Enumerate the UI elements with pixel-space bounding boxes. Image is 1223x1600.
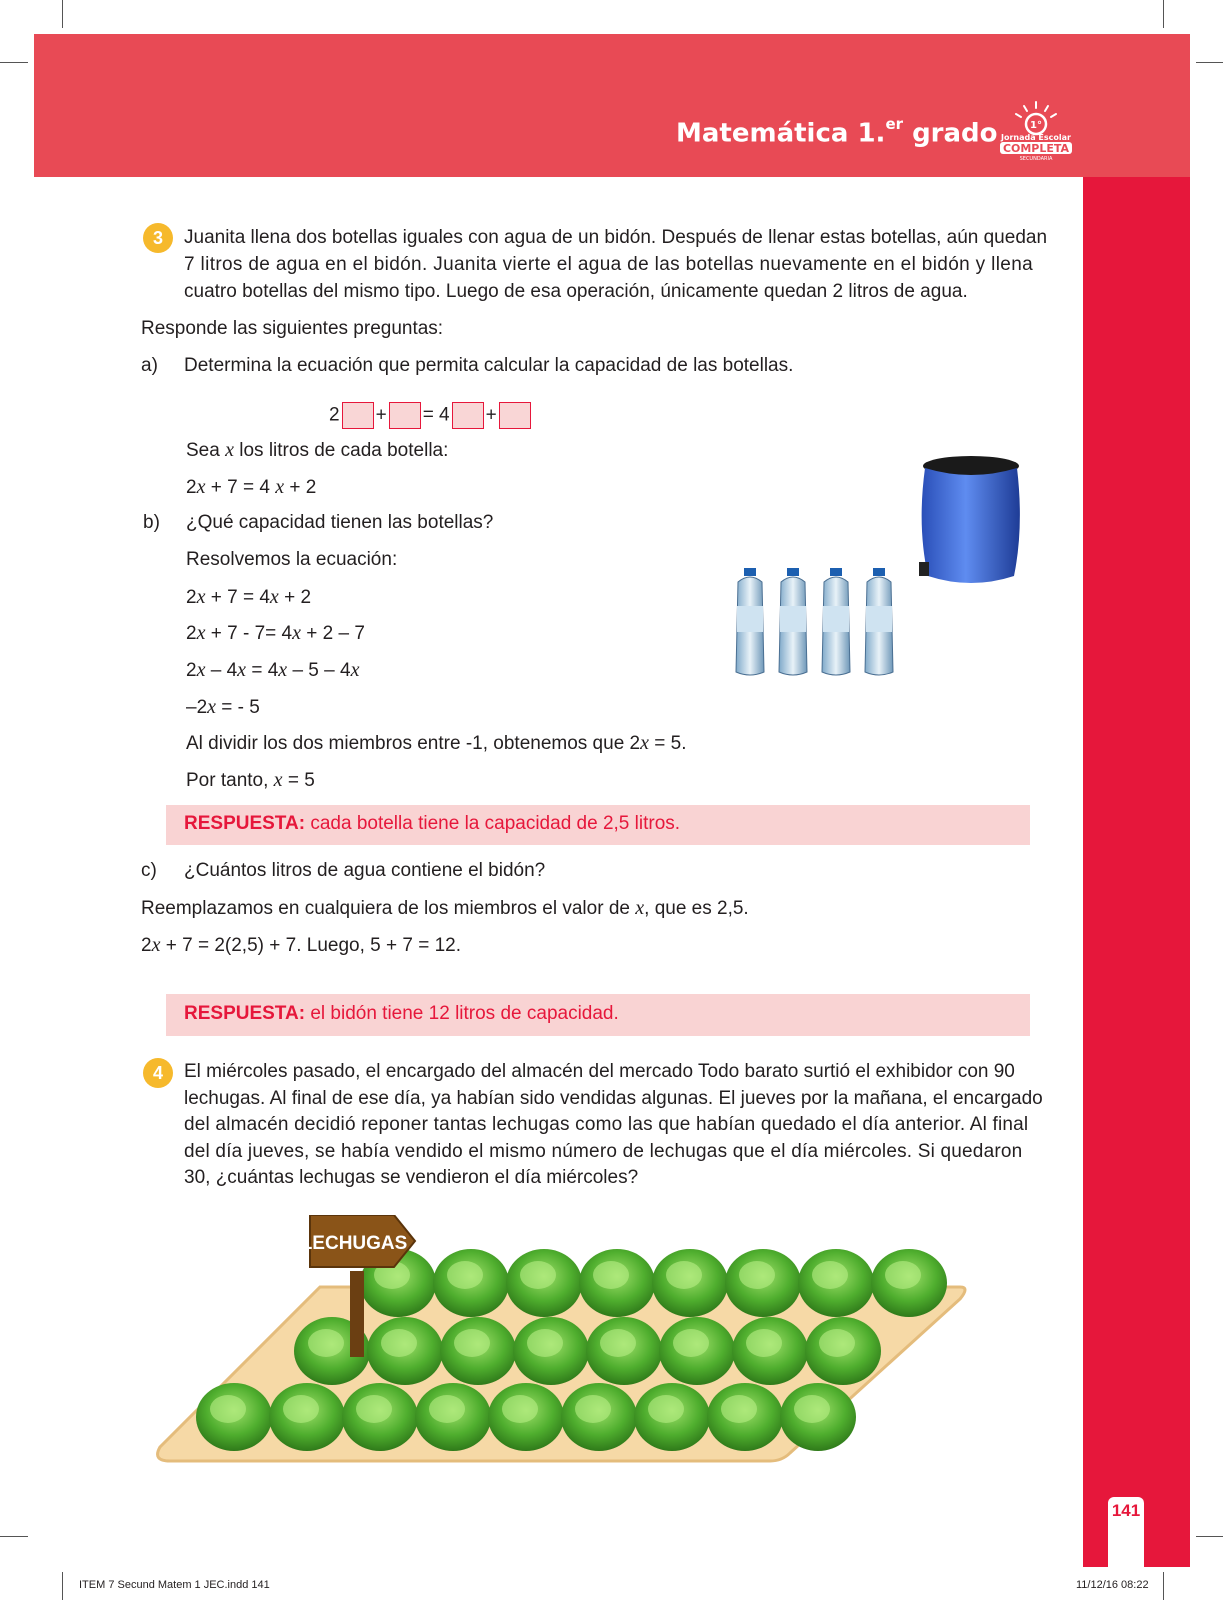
lettuce-icon (561, 1383, 637, 1451)
side-color-bar (1083, 177, 1190, 1567)
question-text: Determina la ecuación que permita calcular la capacidad de las botellas. (184, 355, 794, 376)
svg-text:SECUNDARIA: SECUNDARIA (1019, 156, 1053, 160)
lettuce-field-illustration (150, 1215, 1000, 1475)
svg-text:1°: 1° (1030, 120, 1042, 131)
lettuce-icon (798, 1249, 874, 1317)
equation-line: 2x + 7 = 4 x + 2 (186, 476, 317, 498)
lettuce-icon (780, 1383, 856, 1451)
problem-statement-line: del día jueves, se había vendido el mismo número de lechugas que el día miércoles. Si quedaron (184, 1141, 1023, 1162)
solution-step: –2x = - 5 (186, 696, 260, 718)
lettuce-icon (586, 1317, 662, 1385)
equation-blank-box[interactable] (499, 402, 531, 429)
answer-box: RESPUESTA: cada botella tiene la capacidad de 2,5 litros. (166, 805, 1030, 845)
page-number-tab (1108, 1497, 1144, 1567)
bottles-and-barrel-illustration (726, 452, 1026, 692)
lettuce-icon (440, 1317, 516, 1385)
footer-date: 11/12/16 08:22 (1076, 1579, 1149, 1591)
lettuce-icon (367, 1317, 443, 1385)
calculation-text: 2x + 7 = 2(2,5) + 7. Luego, 5 + 7 = 12. (141, 934, 461, 956)
problem-statement-line: Juanita llena dos botellas iguales con agua de un bidón. Después de llenar estas botellas, aún quedan (184, 227, 1048, 248)
crop-mark (62, 0, 63, 28)
lettuce-icon (805, 1317, 881, 1385)
lettuce-icon (196, 1383, 272, 1451)
crop-mark (1163, 0, 1164, 28)
variable-definition: Sea x los litros de cada botella: (186, 439, 449, 461)
jornada-escolar-logo (994, 100, 1078, 160)
answer-box: RESPUESTA: el bidón tiene 12 litros de capacidad. (166, 994, 1030, 1036)
problem-statement-line: 30, ¿cuántas lechugas se vendieron el día miércoles? (184, 1167, 639, 1188)
lettuce-icon (269, 1383, 345, 1451)
questions-prompt: Responde las siguientes preguntas: (141, 318, 444, 339)
lettuce-icon (513, 1317, 589, 1385)
lettuce-icon (433, 1249, 509, 1317)
svg-text:COMPLETA: COMPLETA (1002, 142, 1070, 155)
solution-step: 2x – 4x = 4x – 5 – 4x (186, 659, 360, 681)
equation-blank-box[interactable] (342, 402, 374, 429)
lettuce-icon (506, 1249, 582, 1317)
lettuce-icon (652, 1249, 728, 1317)
equation-blank-box[interactable] (452, 402, 484, 429)
substitution-text: Reemplazamos en cualquiera de los miembros el valor de x, que es 2,5. (141, 897, 749, 919)
question-label: b) (143, 512, 160, 533)
solution-step: 2x + 7 - 7= 4x + 2 – 7 (186, 622, 365, 644)
page-number: 141 (1111, 1501, 1141, 1520)
problem-statement-line: del almacén decidió reponer tantas lechugas como las que habían quedado el día anterior. Al final (184, 1114, 1029, 1135)
crop-mark (1163, 1572, 1164, 1600)
lettuce-icon (488, 1383, 564, 1451)
lettuce-icon (871, 1249, 947, 1317)
lettuce-icon (732, 1317, 808, 1385)
svg-text:LECHUGAS: LECHUGAS (300, 1233, 408, 1254)
crop-mark (1196, 1536, 1223, 1537)
lettuce-icon (579, 1249, 655, 1317)
question-text: ¿Cuántos litros de agua contiene el bidón? (184, 860, 546, 881)
lettuce-icon (415, 1383, 491, 1451)
water-bottles-icon (736, 568, 893, 675)
solution-step: 2x + 7 = 4x + 2 (186, 586, 312, 608)
lettuce-icon (725, 1249, 801, 1317)
problem-number-badge: 3 (143, 223, 173, 253)
equation-template: 2 + = 4 + (329, 402, 533, 429)
solution-divide: Al dividir los dos miembros entre -1, obtenemos que 2x = 5. (186, 732, 687, 754)
page-title: Matemática 1.$^{er}$ grado (676, 115, 998, 149)
crop-mark (62, 1572, 63, 1600)
crop-mark (0, 1536, 28, 1537)
question-label: c) (141, 860, 157, 881)
crop-mark (1196, 62, 1223, 63)
crop-mark (0, 62, 28, 63)
lettuce-heads (196, 1249, 947, 1451)
question-text: ¿Qué capacidad tienen las botellas? (186, 512, 494, 533)
footer-file-info: ITEM 7 Secund Matem 1 JEC.indd 141 (79, 1579, 270, 1591)
question-label: a) (141, 355, 158, 376)
solution-therefore: Por tanto, x = 5 (186, 769, 315, 791)
svg-text:Jornada Escolar: Jornada Escolar (1001, 133, 1071, 142)
problem-number-badge: 4 (143, 1058, 173, 1088)
problem-statement-line: 7 litros de agua en el bidón. Juanita vierte el agua de las botellas nuevamente en el bidón y llena (184, 254, 1034, 275)
problem-statement-line: lechugas. Al final de ese día, ya habían sido vendidas algunas. El jueves por la mañana, el encargado (184, 1088, 1043, 1109)
equation-blank-box[interactable] (389, 402, 421, 429)
lettuce-icon (342, 1383, 418, 1451)
problem-statement-line: El miércoles pasado, el encargado del almacén del mercado Todo barato surtió el exhibidor con 90 (184, 1061, 1015, 1082)
lettuce-icon (659, 1317, 735, 1385)
solve-intro: Resolvemos la ecuación: (186, 549, 398, 570)
barrel-icon (919, 456, 1020, 583)
lettuce-icon (707, 1383, 783, 1451)
problem-statement-line: cuatro botellas del mismo tipo. Luego de esa operación, únicamente quedan 2 litros de agua. (184, 281, 968, 302)
lettuce-icon (634, 1383, 710, 1451)
